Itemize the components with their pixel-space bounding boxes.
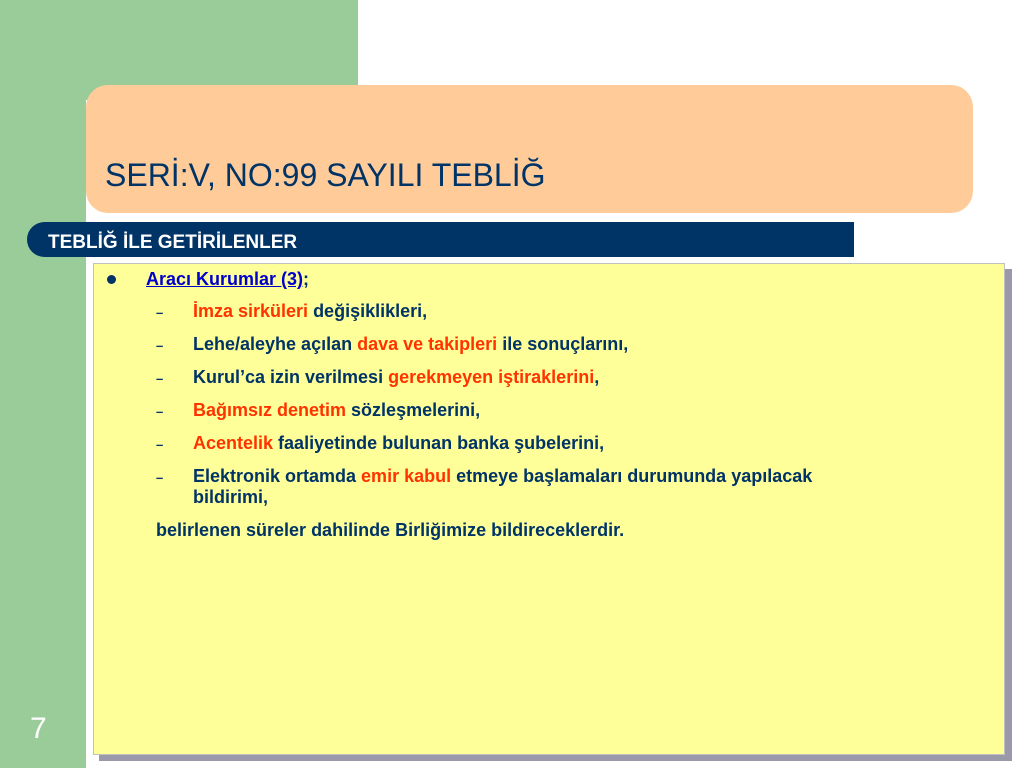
list-item (193, 301, 427, 322)
list-item (193, 433, 604, 454)
item-highlight: dava ve takipleri (357, 334, 498, 354)
item-text-after: değişiklikleri, (308, 301, 428, 321)
dash-icon: – (156, 371, 164, 386)
item-highlight: İmza sirküleri (193, 301, 309, 321)
item-text-before: Kurul’ca izin verilmesi (193, 367, 389, 387)
araci-kurumlar-link[interactable]: Aracı Kurumlar (3) (146, 269, 304, 289)
page-number: 7 (30, 712, 47, 745)
item-text-before: Lehe/aleyhe açılan (193, 334, 358, 354)
item-highlight: Bağımsız denetim (193, 400, 347, 420)
item-text-after: , (594, 367, 600, 387)
dash-icon: – (156, 404, 164, 419)
item-highlight: Acentelik (193, 433, 274, 453)
list-item-continuation: bildirimi, (193, 487, 269, 507)
item-highlight: gerekmeyen iştiraklerini (388, 367, 595, 387)
dash-icon: – (156, 437, 164, 452)
list-item (193, 367, 599, 388)
item-text-after: ile sonuçlarını, (497, 334, 629, 354)
slide-title: SERİ:V, NO:99 SAYILI TEBLİĞ (105, 157, 546, 193)
dash-icon: – (156, 305, 164, 320)
dash-icon: – (156, 470, 164, 485)
left-decor-band (0, 0, 86, 768)
item-text-after: sözleşmelerini, (346, 400, 481, 420)
item-text-before: Elektronik ortamda (193, 466, 362, 486)
bullet-line (146, 269, 309, 290)
closing-text: belirlenen süreler dahilinde Birliğimize bildireceklerdir. (156, 520, 625, 540)
list-item (193, 466, 812, 487)
list-item (193, 400, 480, 421)
item-text-after: etmeye başlamaları durumunda yapılacak (451, 466, 813, 486)
dash-icon: – (156, 338, 164, 353)
bullet-icon (107, 275, 116, 284)
list-item (193, 334, 628, 355)
slide-subtitle: TEBLİĞ İLE GETİRİLENLER (48, 232, 298, 253)
item-text-after: faaliyetinde bulunan banka şubelerini, (273, 433, 605, 453)
bullet-suffix: ; (303, 269, 310, 289)
item-highlight: emir kabul (361, 466, 452, 486)
